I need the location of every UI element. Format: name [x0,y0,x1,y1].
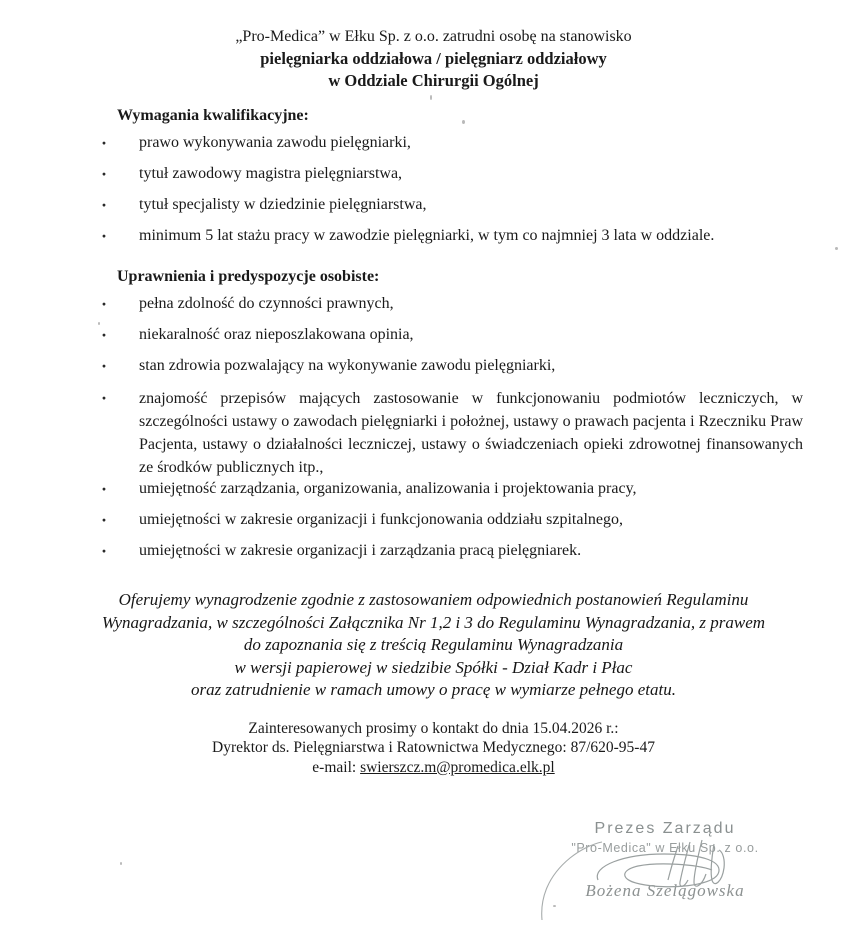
section-qualifications-title: Uprawnienia i predyspozycje osobiste: [117,268,380,285]
list-item: · umiejętności w zakresie organizacji i zarządzania pracą pielęgniarek. [0,541,867,561]
list-item: · znajomość przepisów mających zastosowanie w funkcjonowaniu podmiotów leczniczych, w szczególności ustawy o zawodach pielęgniarki i położnej, ustawy o prawach pacjenta i Rzeczniku Praw Pacjenta, ustawy o działalności leczniczej, ustawy o świadczeniach opieki zdrowotnej finansowanych ze środków publicznych itp., [0,387,867,479]
scan-speck [462,120,465,124]
contact-phone-line: Dyrektor ds. Pielęgniarstwa i Ratownictwa Medycznego: 87/620-95-47 [212,739,655,756]
requirements-list [0,133,867,246]
section-qualifications [0,266,867,561]
section-requirements [0,105,867,246]
list-item: · tytuł zawodowy magistra pielęgniarstwa, [0,164,867,184]
list-item: · minimum 5 lat stażu pracy w zawodzie pielęgniarki, w tym co najmniej 3 lata w oddziale. [0,226,867,246]
list-item: · stan zdrowia pozwalający na wykonywanie zawodu pielęgniarki, [0,356,867,376]
list-item: · niekaralność oraz nieposzlakowana opinia, [0,325,867,345]
email-label: e-mail: [312,758,361,776]
scan-speck [98,322,100,325]
list-item: · tytuł specjalisty w dziedzinie pielęgniarstwa, [0,195,867,215]
offer-line: w wersji papierowej w siedzibie Spółki - Dział Kadr i Płac [234,657,633,677]
scan-speck [553,905,556,907]
scan-speck [835,247,838,250]
contact-block [0,719,867,778]
contact-email-line [0,758,867,778]
header-position-line: pielęgniarka oddziałowa / pielęgniarz oddziałowy [260,49,607,68]
list-item: · umiejętności w zakresie organizacji i funkcjonowania oddziału szpitalnego, [0,510,867,530]
document-header [0,26,867,92]
contact-deadline-line: Zainteresowanych prosimy o kontakt do dnia 15.04.2026 r.: [248,719,619,737]
offer-line: oraz zatrudnienie w ramach umowy o pracę w wymiarze pełnego etatu. [191,680,676,699]
qualifications-list [0,294,867,561]
signature-title: Prezes Zarządu [594,820,736,837]
list-item: · umiejętność zarządzania, organizowania, analizowania i projektowania pracy, [0,479,867,499]
signature-company: "Pro-Medica" w Ełku Sp. z o.o. [571,841,759,855]
salary-offer-paragraph [0,589,867,702]
signature-block [540,820,790,901]
header-department-line: w Oddziale Chirurgii Ogólnej [328,71,539,90]
offer-line: Oferujemy wynagrodzenie zgodnie z zastosowaniem odpowiednich postanowień Regulaminu [118,590,749,609]
signature-name: Bożena Szelągowska [585,881,745,900]
list-item: · prawo wykonywania zawodu pielęgniarki, [0,133,867,153]
email-link[interactable]: swierszcz.m@promedica.elk.pl [360,758,555,776]
offer-line: Wynagradzania, w szczególności Załącznika Nr 1,2 i 3 do Regulaminu Wynagradzania, z prawem [101,612,766,632]
header-company-line: „Pro-Medica” w Ełku Sp. z o.o. zatrudni osobę na stanowisko [235,28,632,45]
offer-line: do zapoznania się z treścią Regulaminu Wynagradzania [243,635,624,654]
list-item: · pełna zdolność do czynności prawnych, [0,294,867,314]
scan-speck [120,862,122,865]
scan-speck [430,95,432,100]
section-requirements-title: Wymagania kwalifikacyjne: [117,107,309,124]
